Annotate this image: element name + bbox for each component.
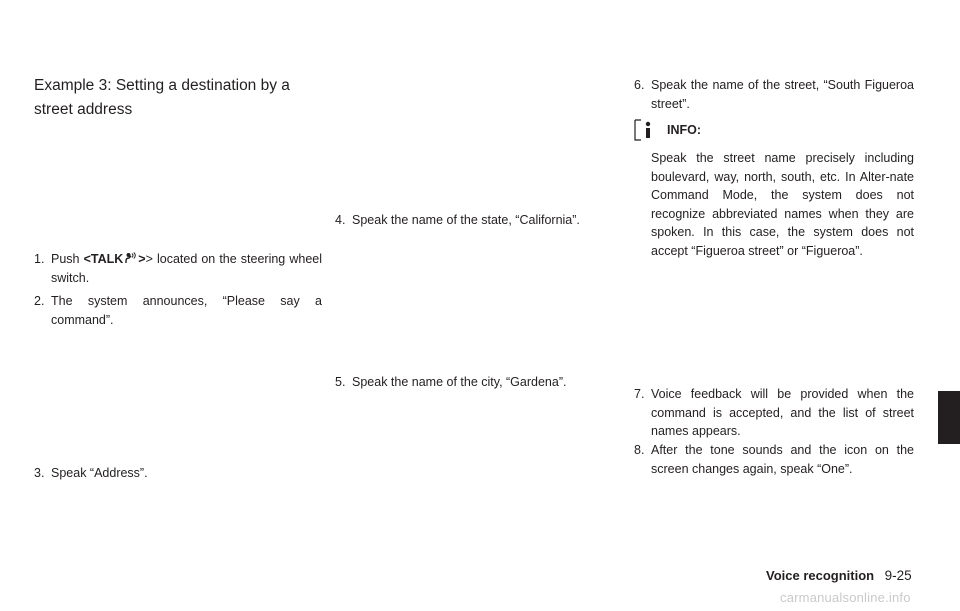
info-label: INFO: <box>667 123 702 137</box>
heading-line-1: Example 3: Setting a destination by a <box>34 77 290 94</box>
step-text: Speak the name of the street, “South Figueroa street”. <box>651 78 914 111</box>
talk-icon <box>124 252 137 264</box>
step-1: 1. Push <TALK >> located on the steering wheel switch. <box>34 252 322 285</box>
step-number: 4. <box>335 213 346 227</box>
step-number: 6. <box>634 78 645 92</box>
step-number: 7. <box>634 387 645 401</box>
step-text: Speak the name of the state, “California”. <box>352 213 580 227</box>
step-text: The system announces, “Please say a command”. <box>51 294 322 327</box>
section-tab <box>938 391 960 444</box>
step-number: 5. <box>335 375 346 389</box>
info-text: Speak the street name precisely including boulevard, way, north, south, etc. In Alter-nate Command Mode, the system does not recognize abbreviated names when they are spoken. In this case, the system does not accept “Figueroa street” or “Figueroa”. <box>651 151 914 258</box>
step-text: Speak the name of the city, “Gardena”. <box>352 375 567 389</box>
section-heading <box>34 74 324 122</box>
step-5 <box>335 373 625 392</box>
watermark: carmanualsonline.info <box>780 590 911 605</box>
step-number: 8. <box>634 443 645 457</box>
step-2 <box>34 292 322 329</box>
step-6 <box>634 76 914 113</box>
step-text-pre: Push <box>51 252 84 266</box>
step-number: 1. <box>34 252 45 266</box>
footer-section-title: Voice recognition <box>766 568 875 583</box>
step-text: After the tone sounds and the icon on the screen changes again, speak “One”. <box>651 443 914 476</box>
step-text-post: > located on the steering wheel switch. <box>51 252 322 285</box>
step-8 <box>634 441 914 478</box>
info-icon <box>634 119 664 141</box>
step-7 <box>634 385 914 441</box>
step-text: Speak “Address”. <box>51 466 148 480</box>
talk-button-label: <TALK <box>83 252 124 266</box>
step-number: 2. <box>34 294 45 308</box>
step-text: Voice feedback will be provided when the command is accepted, and the list of street names appears. <box>651 387 914 438</box>
step-3 <box>34 464 322 483</box>
step-4 <box>335 211 625 230</box>
heading-line-2: street address <box>34 101 133 118</box>
page-number: 9-25 <box>884 568 912 583</box>
page-footer <box>766 567 912 585</box>
info-block <box>634 119 914 260</box>
step-number: 3. <box>34 466 45 480</box>
